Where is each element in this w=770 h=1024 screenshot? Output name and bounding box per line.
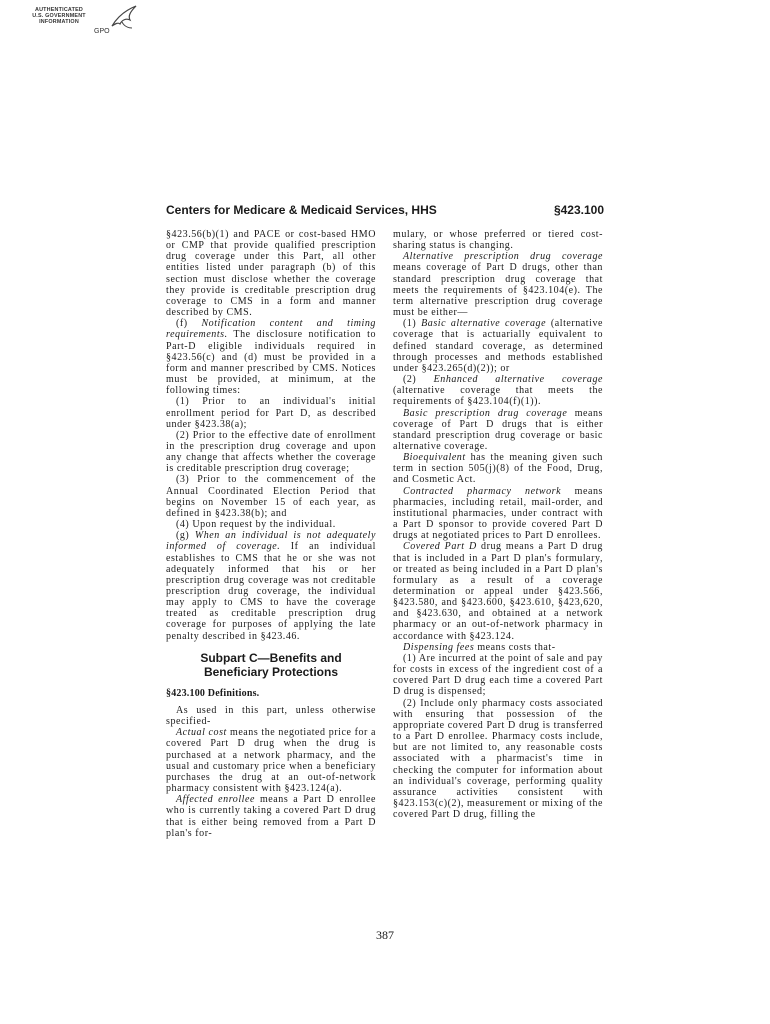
gpo-label: GPO: [94, 28, 110, 35]
definition: Alternative prescription drug coverage means coverage of Part D drugs, other than standard prescription drug coverage that meets the requirements of §423.104(e). The term alternative prescription drug coverage must be either—: [393, 251, 603, 319]
definition: Covered Part D drug means a Part D drug that is included in a Part D plan's formulary, or treated as being included in a Part D plan's formulary as a result of a coverage determination or appeal under §423.566, §423.580, and §423.600, §423.610, §423,620, and §423.630, and obtained at a network pharmacy or an out-of-network pharmacy in accordance with §423.124.: [393, 541, 603, 642]
paragraph: (1) Basic alternative coverage (alternative coverage that is actuarially equivalent to defined standard coverage, as determined through processes and methods established under §423.265(d)(2)); or: [393, 318, 603, 374]
definition: Actual cost means the negotiated price for a covered Part D drug when the drug is purchased at a network pharmacy, and the usual and customary price when a beneficiary purchases the drug at an out-of-network pharmacy consistent with §423.124(a).: [166, 727, 377, 795]
header-agency: Centers for Medicare & Medicaid Services, HHS: [166, 203, 437, 217]
definition: Contracted pharmacy network means pharmacies, including retail, mail-order, and institutional pharmacies, under contract with a Part D sponsor to provide covered Part D drugs at negotiated prices to Part D enrollees.: [393, 485, 603, 542]
paragraph: (3) Prior to the commencement of the Annual Coordinated Election Period that begins on November 15 of each year, as defined in §423.38(b); and: [166, 474, 376, 519]
running-header: [166, 203, 604, 221]
paragraph: (1) Prior to an individual's initial enrollment period for Part D, as described under §423.38(a);: [166, 396, 376, 430]
subpart-heading: Subpart C—Benefits and Beneficiary Protections: [200, 650, 342, 679]
paragraph: (2) Enhanced alternative coverage (alternative coverage that meets the requirements of §423.104(f)(1)).: [393, 374, 603, 408]
paragraph: mulary, or whose preferred or tiered cost-sharing status is changing.: [393, 229, 603, 252]
paragraph: (f) Notification content and timing requirements. The disclosure notification to Part-D eligible individuals required in §423.56(c) and (d) must be provided in a form and manner prescribed by CMS. Notices must be provided, at minimum, at the following times:: [166, 318, 376, 397]
definition: Basic prescription drug coverage means coverage of Part D drugs that is either standard prescription drug coverage or basic alternative coverage.: [393, 407, 603, 452]
right-column: [393, 229, 603, 820]
paragraph: (4) Upon request by the individual.: [176, 519, 336, 531]
gpo-authentication-logo: [28, 4, 140, 44]
definition: Dispensing fees means costs that-: [403, 641, 556, 653]
page-number: 387: [376, 928, 394, 942]
paragraph: (1) Are incurred at the point of sale and pay for costs in excess of the ingredient cost of a covered Part D drug each time a covered Part D drug is dispensed;: [393, 652, 603, 698]
paragraph: As used in this part, unless otherwise specified-: [166, 704, 376, 728]
left-column: [166, 229, 376, 839]
eagle-icon: [108, 4, 140, 32]
paragraph: (g) When an individual is not adequately informed of coverage. If an individual establishes to CMS that he or she was not adequately informed that his or her prescription drug coverage was not creditable prescription drug coverage, the individual may apply to CMS to have the coverage treated as creditable prescription drug coverage for purposes of applying the late penalty described in §423.46.: [166, 530, 376, 642]
paragraph: §423.56(b)(1) and PACE or cost-based HMO or CMP that provide qualified prescription drug coverage under this Part, all other entities listed under paragraph (b) of this section must disclose whether the coverage they provide is creditable prescription drug coverage to CMS in a form and manner described by CMS.: [166, 229, 376, 319]
section-heading: §423.100 Definitions.: [166, 687, 260, 699]
definition: Bioequivalent has the meaning given such term in section 505(j)(8) of the Food, Drug, and Cosmetic Act.: [393, 452, 603, 486]
paragraph: (2) Include only pharmacy costs associated with ensuring that possession of the appropriate covered Part D drug is transferred to a Part D enrollee. Pharmacy costs include, but are not limited to, any reasonable costs associated with a pharmacist's time in checking the computer for information about an individual's coverage, performing quality assurance activities consistent with §423.153(c)(2), measurement or mixing of the covered Part D drug, filling the: [393, 697, 603, 821]
header-section: §423.100: [553, 203, 604, 217]
definition: Affected enrollee means a Part D enrollee who is currently taking a covered Part D drug that is either being removed from a Part D plan's for-: [166, 794, 376, 839]
logo-text: AUTHENTICATED U.S. GOVERNMENT INFORMATION: [32, 7, 86, 25]
paragraph: (2) Prior to the effective date of enrollment in the prescription drug coverage and upon any change that affects whether the coverage is creditable prescription drug coverage;: [166, 429, 376, 475]
